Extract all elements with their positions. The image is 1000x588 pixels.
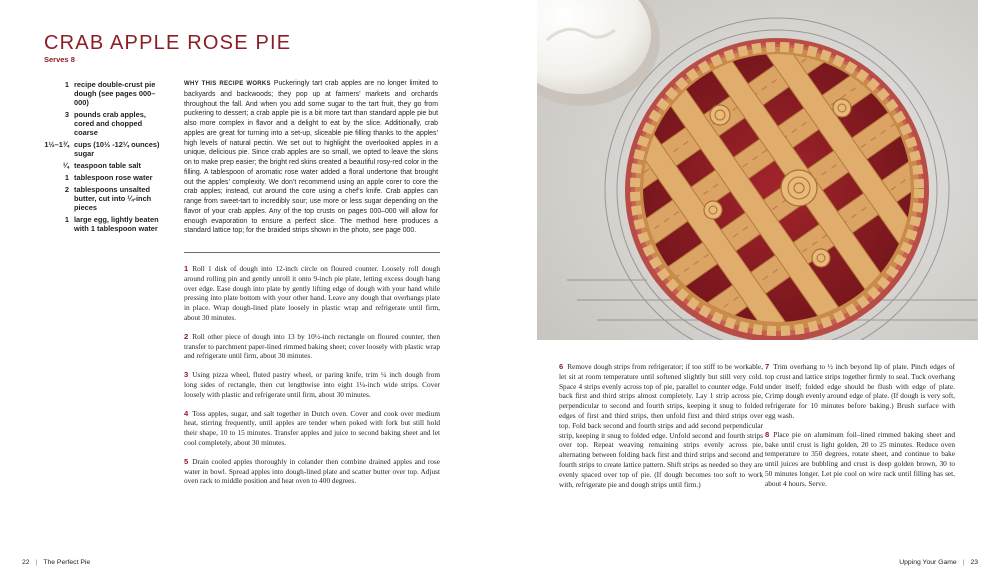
ingredient-item [30, 80, 160, 107]
ingredient-item [30, 140, 160, 158]
ingredient-qty: ¼ [62, 161, 69, 170]
ingredient-qty: 3 [64, 110, 69, 119]
ingredient-text: cups (10½ -12¼ ounces) sugar [74, 140, 160, 158]
step-item [184, 332, 440, 361]
ingredient-qty: 2 [64, 185, 69, 194]
ingredient-item [30, 185, 160, 212]
ingredient-item [30, 173, 160, 182]
section-name: Upping Your Game [899, 559, 957, 566]
steps-column-2 [559, 362, 763, 498]
ingredient-text: pounds crab apples, cored and chopped coarse [74, 110, 146, 137]
left-folio: 22 | The Perfect Pie [22, 559, 91, 566]
ingredient-text: large egg, lightly beaten with 1 tablespoon water [74, 215, 159, 233]
right-folio: Upping Your Game | 23 [899, 559, 978, 566]
step-item [184, 457, 440, 486]
ingredient-item [30, 215, 160, 233]
step-number: 6 [559, 362, 564, 371]
steps-column-3 [765, 362, 955, 498]
ingredient-text: tablespoons unsalted butter, cut into ¼-inch pieces [74, 185, 152, 212]
step-text: Roll other piece of dough into 13 by 10½-inch rectangle on floured counter, then transfer to parchment paper-lined rimmed baking sheet; cover loosely with plastic wrap and refrigerate until firm, about 30 minutes. [184, 331, 440, 361]
ingredient-item [30, 110, 160, 137]
ingredient-item [30, 161, 160, 170]
page-number: 23 [970, 559, 978, 566]
steps-column-1 [184, 264, 440, 495]
ingredient-qty: 1½–1¾ [44, 140, 69, 149]
pie-illustration [537, 0, 978, 340]
step-text: Roll 1 disk of dough into 12-inch circle on floured counter. Loosely roll dough around rolling pin and gently unroll it onto 9-inch pie plate, letting excess dough hang over edge. Ease dough into plate by gently lifting edge of dough with your hand while pressing into plate bottom with your other hand. Leave any dough that overhangs plate in place. Wrap dough-lined plate loosely in plastic wrap and refrigerate until firm, about 30 minutes. [184, 264, 440, 322]
serves-label: Serves 8 [44, 55, 75, 64]
section-name: The Perfect Pie [43, 559, 91, 566]
ingredient-text: tablespoon rose water [74, 173, 153, 182]
step-text: Trim overhang to ½ inch beyond lip of plate. Pinch edges of top crust and lattice strips together firmly to seal. Tuck overhang under itself; folded edge should be flush with edge of plate. Crimp dough evenly around edge of plate. (If dough is very soft, refrigerate for 10 minutes before baking.) Brush surface with egg wash. [765, 362, 955, 420]
step-item [184, 409, 440, 448]
section-divider [184, 252, 440, 253]
step-text: Toss apples, sugar, and salt together in Dutch oven. Cover and cook over medium heat, stirring frequently, until apples are tender when poked with fork but still hold their shape, 10 to 15 minutes. Transfer apples and juice to second baking sheet and let cool completely, about 30 minutes. [184, 408, 440, 447]
step-item [765, 362, 955, 421]
step-number: 4 [184, 408, 189, 418]
ingredient-text: recipe double-crust pie dough (see pages 000–000) [74, 80, 156, 107]
pie-photo [537, 0, 978, 340]
step-text: Remove dough strips from refrigerator; if too stiff to be workable, let sit at room temperature until softened slightly but still very cold. Space 4 strips evenly across top of pie, parallel to counter edge. Fold back first and third strips almost completely. Lay 1 strip across pie, perpendicular to second and fourth strips, keeping it snug to folded edges of first and third strips, then unfold first and third strips over top. Fold back second and fourth strips and add second perpendicular strip, keeping it snug to folded edge. Unfold second and fourth strips over top. Repeat weaving remaining strips evenly across pie, alternating between folding back first and third strips and second and fourth strips to create lattice pattern. Shift strips as needed so they are evenly spaced over top of pie. (If dough becomes too soft to work with, refrigerate pie and dough strips until firm.) [559, 362, 763, 489]
why-this-recipe-works [184, 79, 438, 236]
step-text: Using pizza wheel, fluted pastry wheel, or paring knife, trim ¼ inch dough from long sides of rectangle, then cut lengthwise into eight 1¼-inch wide strips. Cover loosely with plastic and refrigerate until firm, about 30 minutes. [184, 370, 440, 399]
ingredient-text: teaspoon table salt [74, 161, 141, 170]
step-number: 8 [765, 429, 770, 439]
step-item [184, 264, 440, 323]
step-item [765, 430, 955, 489]
step-number: 2 [184, 331, 189, 341]
why-lead: WHY THIS RECIPE WORKS [184, 81, 271, 87]
step-number: 3 [184, 370, 189, 380]
step-text: Drain cooled apples thoroughly in colander then combine drained apples and rose water in bowl. Spread apples into dough-lined plate and scatter butter over top. Adjust oven rack to middle position and heat oven to 400 degrees. [184, 456, 440, 486]
ingredient-qty: 1 [64, 173, 69, 182]
recipe-title: CRAB APPLE ROSE PIE [44, 32, 292, 54]
ingredient-qty: 1 [64, 80, 69, 89]
page-number: 22 [22, 559, 30, 566]
step-item [184, 370, 440, 399]
why-body: Puckeringly tart crab apples are no longer limited to backyards and backwoods; they pop up at farmers’ markets and orchards throughout the fall. And when you add some sugar to the tart fruit, they go from puckering to dessert; a crab apple pie is a bit more tart than standard apple pie but also more complex in flavor and a delight to eat by the slice. Additionally, crab apples are great for turning into a set-up, sliceable pie filling thanks to the apples’ high levels of natural pectin. We set out to highlight the overlooked apples in a unique, delicious pie. Since crab apples are so small, we opted to leave the skins on to make prep easier; the bright red skins created a beautiful rosy-red color in the filling. A tablespoon of aromatic rose water added a floral undertone that brought out the apples’ complexity. We don’t recommend using an apple corer to core the crab apples; instead, cut around the core using a chef’s knife. Crab apples can range from sweet-tart to incredibly sour; use more or less sugar depending on the flavor of your crab apples. Any of the top crusts on pages 000–000 will allow for enough evaporation to ensure a perfect slice. The method here produces a standard lattice top; for the braided strips shown in the photo, see page 000. [184, 80, 438, 235]
step-item [559, 362, 763, 489]
step-number: 7 [765, 362, 770, 371]
ingredient-qty: 1 [64, 215, 69, 224]
ingredient-list [30, 80, 160, 236]
step-text: Place pie on aluminum foil–lined rimmed baking sheet and bake until crust is light golden, 20 to 25 minutes. Reduce oven temperature to 350 degrees, rotate sheet, and continue to bake until juices are bubbling and crust is deep golden brown, 30 to 50 minutes longer. Let pie cool on wire rack until filling has set, about 4 hours. Serve. [765, 429, 955, 488]
step-number: 1 [184, 264, 189, 273]
step-number: 5 [184, 456, 189, 466]
